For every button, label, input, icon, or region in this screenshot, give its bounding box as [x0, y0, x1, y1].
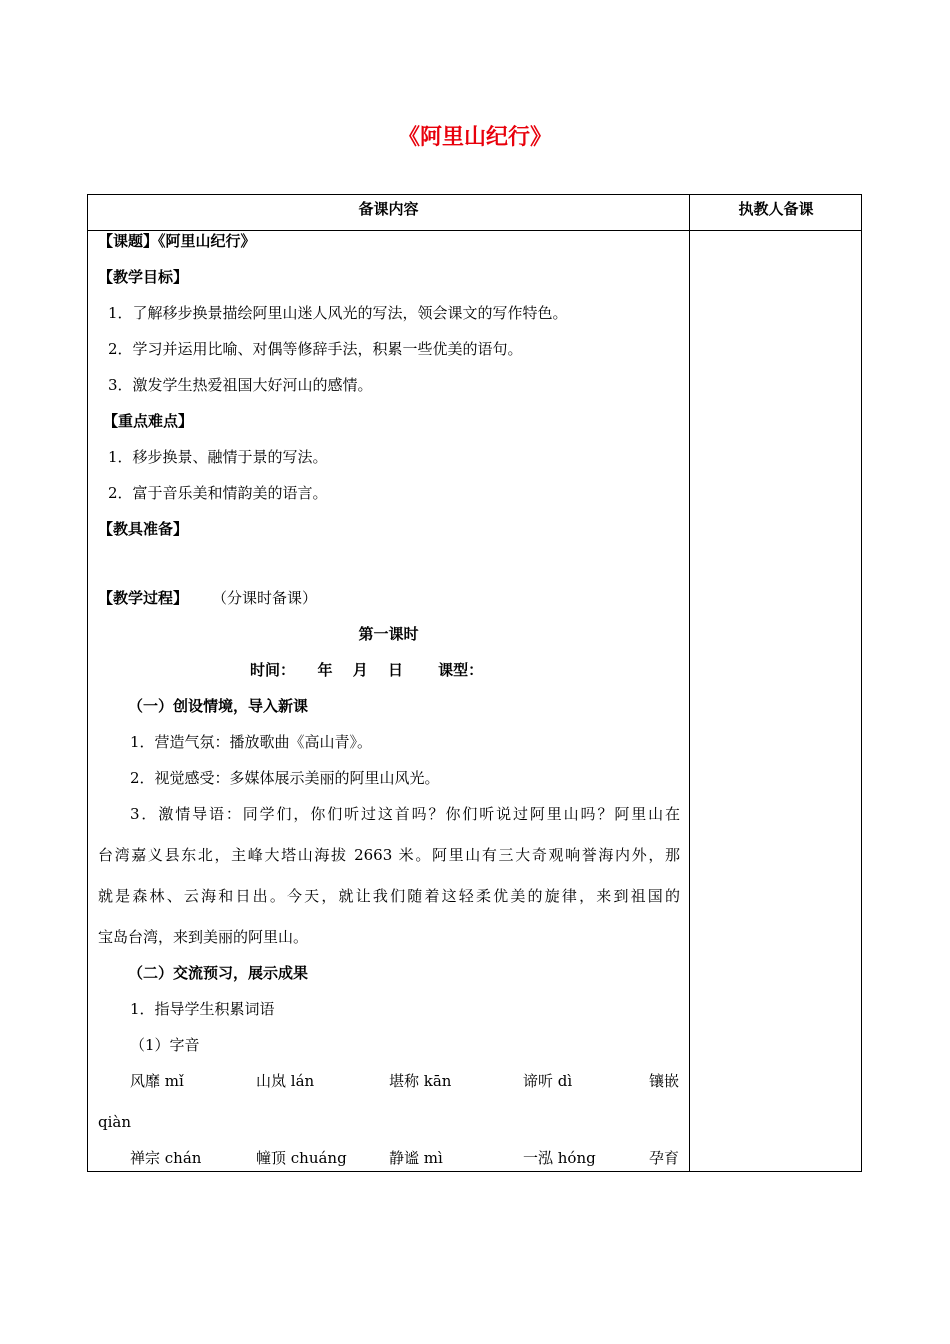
section-1-step-3-line-3: 就是森林、云海和日出。今天，就让我们随着这轻柔优美的旋律，来到祖国的 — [98, 887, 680, 905]
goal-1: 1．了解移步换景描绘阿里山迷人风光的写法，领会课文的写作特色。 — [108, 304, 568, 322]
process-heading: 【教学过程】 — [98, 589, 189, 607]
section-2-step-1: 1．指导学生积累词语 — [130, 1000, 275, 1018]
header-teacher-prep: 执教人备课 — [738, 200, 814, 218]
key-point-1: 1．移步换景、融情于景的写法。 — [108, 448, 328, 466]
pinyin-item: 风靡 mǐ — [130, 1072, 184, 1090]
pinyin-item: 镶嵌 — [649, 1072, 680, 1090]
pinyin-item: 一泓 hóng — [523, 1149, 596, 1167]
topic-heading: 【课题】《阿里山纪行》 — [98, 232, 256, 250]
header-lesson-content: 备课内容 — [358, 200, 419, 218]
pinyin-item: 幢顶 chuáng — [256, 1149, 347, 1167]
pinyin-item: 禅宗 chán — [130, 1149, 202, 1167]
section-1-heading: （一）创设情境，导入新课 — [128, 697, 309, 715]
goals-heading: 【教学目标】 — [98, 268, 189, 286]
pinyin-item-continuation: qiàn — [98, 1113, 132, 1131]
document-title: 《阿里山纪行》 — [397, 125, 552, 150]
pinyin-item: 山岚 lán — [256, 1072, 315, 1090]
teacher-prep-cell — [690, 231, 862, 1171]
pinyin-item: 孕育 — [649, 1149, 680, 1167]
process-note: （分课时备课） — [212, 589, 318, 607]
section-1-step-3-line-2: 台湾嘉义县东北，主峰大塔山海拔 2663 米。阿里山有三大奇观响誉海内外，那 — [98, 846, 680, 864]
tools-heading: 【教具准备】 — [98, 520, 189, 538]
pinyin-item: 堪称 kān — [389, 1072, 452, 1090]
section-1-step-3-line-4: 宝岛台湾，来到美丽的阿里山。 — [98, 928, 309, 946]
pinyin-item: 静谧 mì — [389, 1149, 443, 1167]
key-point-2: 2．富于音乐美和情韵美的语言。 — [108, 484, 328, 502]
goal-2: 2．学习并运用比喻、对偶等修辞手法，积累一些优美的语句。 — [108, 340, 523, 358]
lesson-one-heading: 第一课时 — [358, 625, 419, 643]
section-1-step-1: 1．营造气氛：播放歌曲《高山青》。 — [130, 733, 373, 751]
key-points-heading: 【重点难点】 — [103, 412, 194, 430]
goal-3: 3．激发学生热爱祖国大好河山的感情。 — [108, 376, 373, 394]
section-2-heading: （二）交流预习，展示成果 — [128, 964, 309, 982]
section-2-pronunciation-label: （1）字音 — [130, 1036, 200, 1054]
time-line: 时间： 年 月 日 课型： — [250, 661, 484, 679]
lesson-plan-table — [87, 194, 862, 1172]
pinyin-item: 谛听 dì — [523, 1072, 573, 1090]
section-1-step-2: 2．视觉感受：多媒体展示美丽的阿里山风光。 — [130, 769, 440, 787]
section-1-step-3-line-1: 3．激情导语：同学们，你们听过这首吗？你们听说过阿里山吗？阿里山在 — [130, 805, 680, 823]
